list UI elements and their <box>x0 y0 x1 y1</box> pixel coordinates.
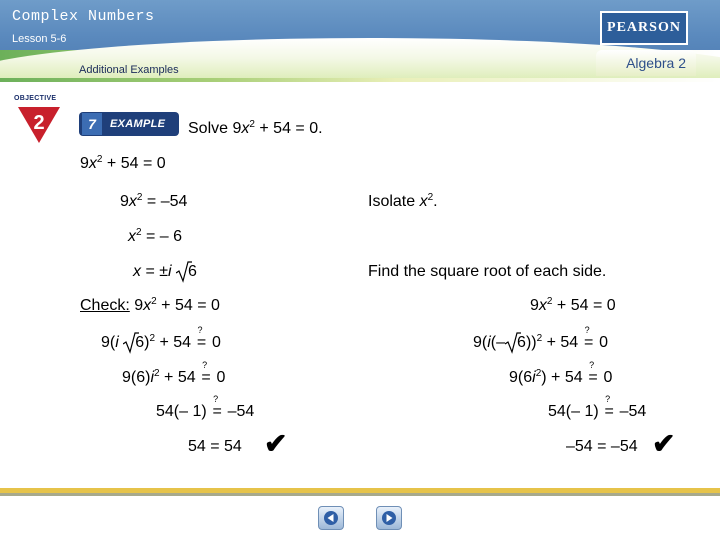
course-tab: Algebra 2 <box>596 50 696 76</box>
check-right-4: 54(– 1) ? = –54 <box>548 394 647 420</box>
example-number: 7 <box>82 113 102 135</box>
problem-statement: Solve $9x^2 + 54 = 0$. <box>188 119 323 137</box>
sqrt-6: 6 <box>176 264 197 280</box>
header-banner <box>0 0 720 82</box>
check-left-1: Check: $9x^2 + 54 = 0$ <box>80 296 220 314</box>
next-slide-button[interactable] <box>376 506 402 530</box>
radical-sign-icon <box>176 261 192 283</box>
example-word: EXAMPLE <box>110 118 166 130</box>
step-3: $x^2$ = – 6 <box>128 227 183 245</box>
checkmark-icon: ✔ <box>652 428 676 459</box>
question-equals: ? = <box>201 360 211 386</box>
previous-slide-icon <box>323 510 339 526</box>
check-right-5: –54 = –54 <box>566 438 638 455</box>
check-left-5: 54 = 54 <box>188 438 242 455</box>
step-2: $9x^2 = -54$ <box>120 192 188 210</box>
check-right-1: $9x^2 + 54 = 0$ <box>530 296 616 314</box>
pearson-logo: PEARSON <box>600 11 688 45</box>
question-equals: ? = <box>196 325 207 351</box>
step-4: x = ±i 6 <box>133 264 197 280</box>
check-label: Check: <box>80 297 130 314</box>
question-equals: ? = <box>583 325 594 351</box>
step-4-note: Find the square root of each side. <box>368 263 607 280</box>
section-label: Additional Examples <box>79 64 179 76</box>
radical-sign-icon <box>505 332 521 354</box>
sqrt-6: 6 <box>123 335 144 351</box>
previous-slide-button[interactable] <box>318 506 344 530</box>
question-equals: ? = <box>588 360 598 386</box>
sqrt-6: 6 <box>505 335 526 351</box>
check-left-4: 54(– 1) ? = –54 <box>156 394 255 420</box>
check-left-2: 9(i 6)$^2$ + 54 ? = 0 <box>101 335 221 351</box>
next-slide-icon <box>381 510 397 526</box>
example-banner <box>79 112 179 136</box>
check-left-3: $9(6)i^2 + 54$ ? = 0 <box>122 360 226 386</box>
objective-number: 2 <box>33 112 45 134</box>
step-2-note: Isolate $x^2$. <box>368 192 438 210</box>
question-equals: ? = <box>212 394 222 420</box>
radical-sign-icon <box>123 332 139 354</box>
check-right-3: $9(6i^2) + 54$ ? = 0 <box>509 360 613 386</box>
question-equals: ? = <box>604 394 614 420</box>
checkmark-icon: ✔ <box>264 428 288 459</box>
chapter-title: Complex Numbers <box>12 8 155 25</box>
objective-badge <box>14 95 64 143</box>
step-1: $9x^2 + 54 = 0$ <box>80 154 166 172</box>
header-rule <box>0 82 720 85</box>
lesson-label: Lesson 5-6 <box>12 33 67 45</box>
objective-label: OBJECTIVE <box>14 95 57 102</box>
footer-underline <box>0 493 720 496</box>
check-right-2: 9(i(– 6))$^2$ + 54 ? = 0 <box>473 335 608 351</box>
objective-shield-icon <box>16 105 62 145</box>
